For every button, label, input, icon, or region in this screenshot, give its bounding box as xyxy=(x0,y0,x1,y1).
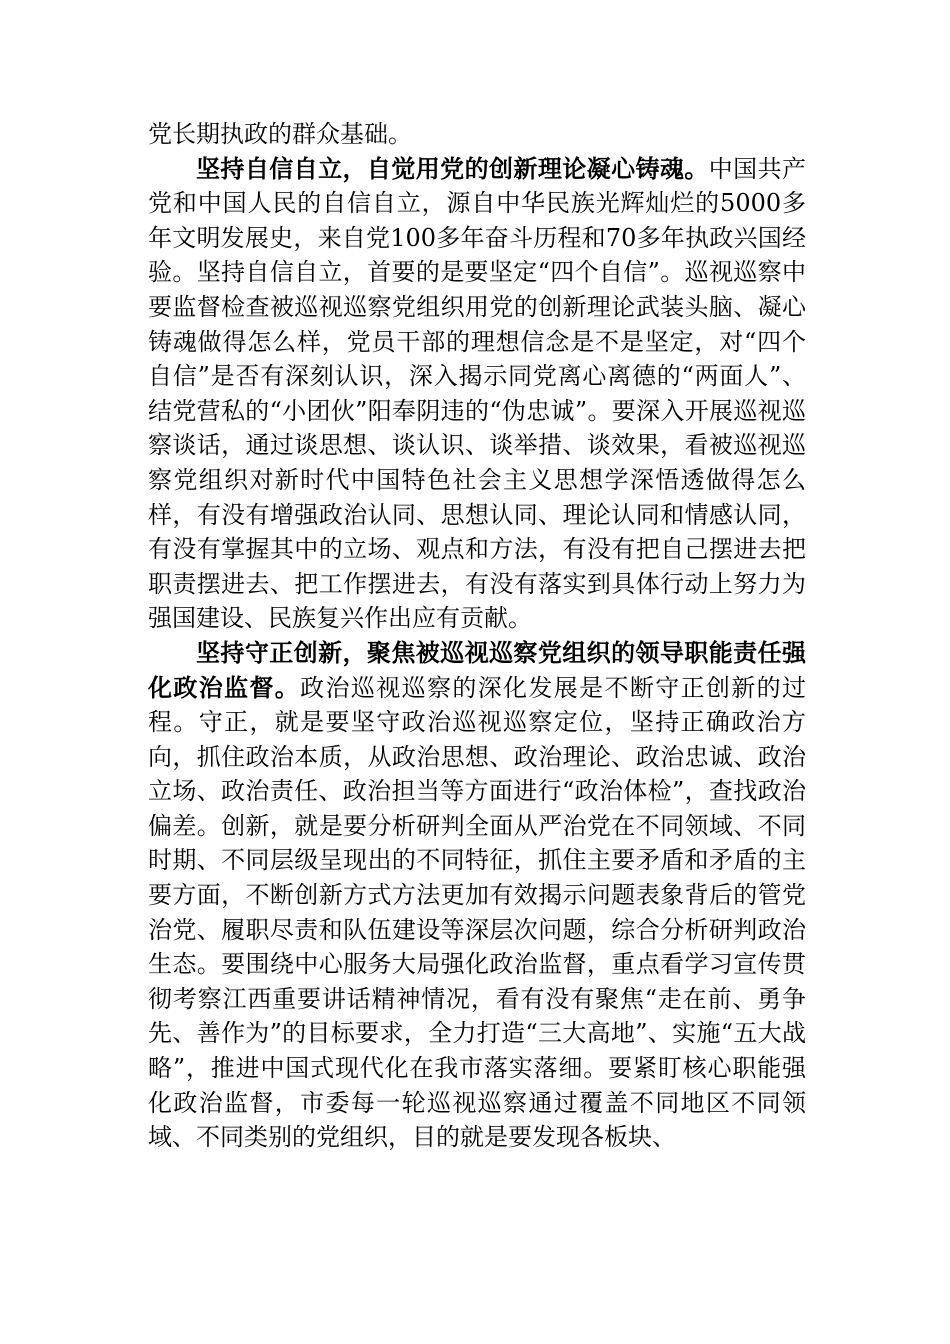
paragraph-heading: 坚持守正创新，聚焦被巡视巡察党组织的领导职能责任强化政治监督。 xyxy=(148,637,806,702)
paragraph-innovation xyxy=(148,636,806,1155)
paragraph-body: 中国共产党和中国人民的自信自立，源自中华民族光辉灿烂的5000多年文明发展史，来自党100多年奋斗历程和70多年执政兴国经验。坚持自信自立，首要的是要坚定“四个自信”。巡视巡察中要监督检查被巡视巡察党组织用党的创新理论武装头脑、凝心铸魂做得怎么样，党员干部的理想信念是不是坚定，对“四个自信”是否有深刻认识，深入揭示同党离心离德的“两面人”、结党营私的“小团伙”阳奉阴违的“伪忠诚”。要深入开展巡视巡察谈话，通过谈思想、谈认识、谈举措、谈效果，看被巡视巡察党组织对新时代中国特色社会主义思想学深悟透做得怎么样，有没有增强政治认同、思想认同、理论认同和情感认同，有没有掌握其中的立场、观点和方法，有没有把自己摆进去把职责摆进去、把工作摆进去，有没有落实到具体行动上努力为强国建设、民族复兴作出应有贡献。 xyxy=(148,154,806,633)
paragraph-body: 党长期执政的群众基础。 xyxy=(148,120,412,148)
paragraph-self-confidence xyxy=(148,152,806,636)
paragraph-body: 政治巡视巡察的深化发展是不断守正创新的过程。守正，就是要坚守政治巡视巡察定位，坚持正确政治方向，抓住政治本质，从政治思想、政治理论、政治忠诚、政治立场、政治责任、政治担当等方面进行“政治体检”，查找政治偏差。创新，就是要分析研判全面从严治党在不同领域、不同时期、不同层级呈现出的不同特征，抓住主要矛盾和矛盾的主要方面，不断创新方式方法更加有效揭示问题表象背后的管党治党、履职尽责和队伍建设等深层次问题，综合分析研判政治生态。要围绕中心服务大局强化政治监督，重点看学习宣传贯彻考察江西重要讲话精神情况，看有没有聚焦“走在前、勇争先、善作为”的目标要求，全力打造“三大高地”、实施“五大战略”，推进中国式现代化在我市落实落细。要紧盯核心职能强化政治监督，市委每一轮巡视巡察通过覆盖不同地区不同领域、不同类别的党组织，目的就是要发现各板块、 xyxy=(148,673,807,1152)
document-page xyxy=(148,117,806,1155)
paragraph-continuation xyxy=(148,117,806,152)
paragraph-heading: 坚持自信自立，自觉用党的创新理论凝心铸魂。 xyxy=(196,153,709,183)
